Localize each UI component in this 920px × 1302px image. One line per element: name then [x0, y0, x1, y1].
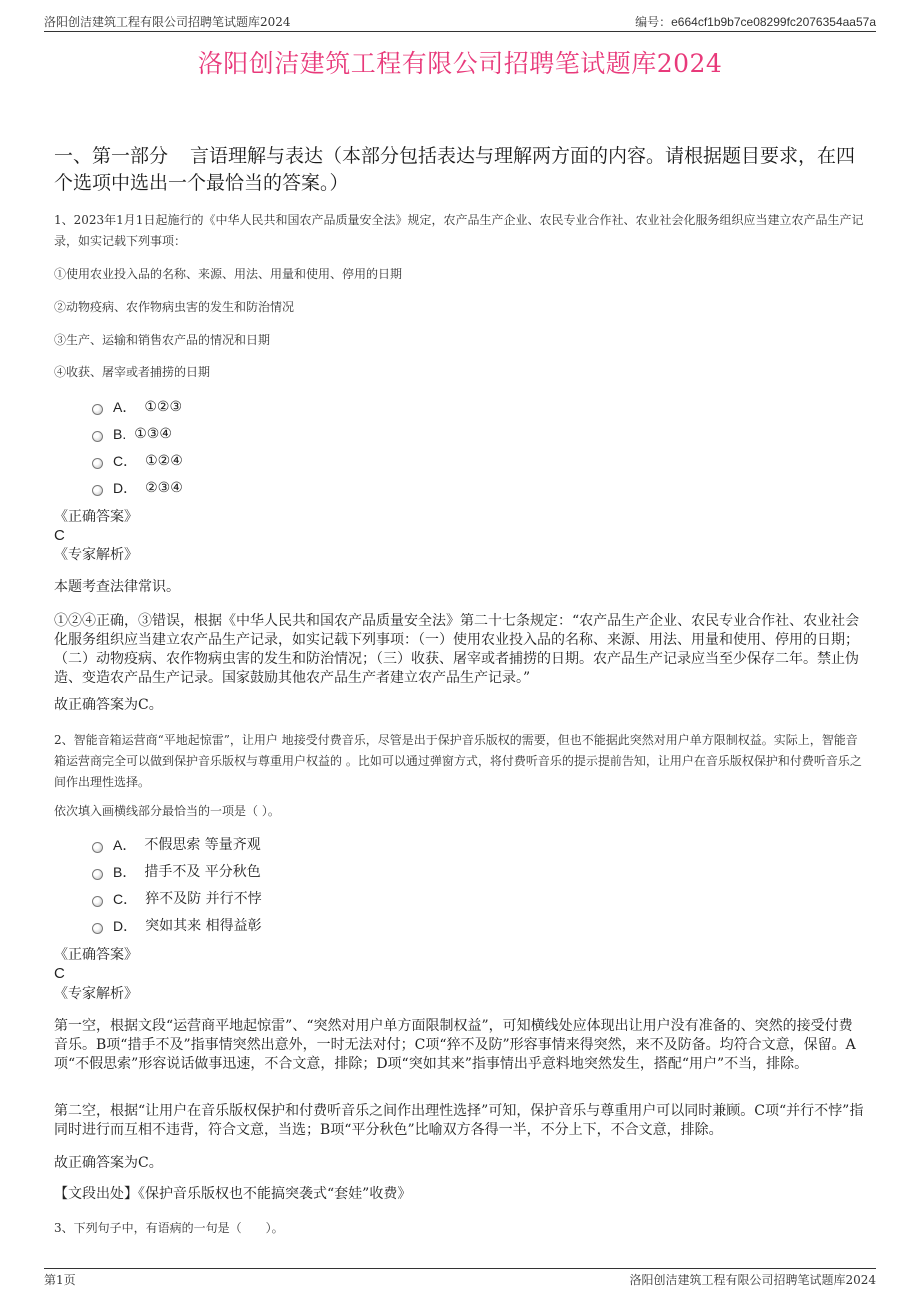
q2-option-d[interactable]	[92, 917, 262, 935]
header-id-value: e664cf1b9b7ce08299fc2076354aa57a	[671, 15, 876, 29]
q2-answer: C	[54, 965, 65, 982]
q2-analysis-label: 《专家解析》	[54, 986, 138, 1002]
option-letter: D．	[113, 918, 138, 934]
radio-icon[interactable]	[92, 485, 103, 496]
q1-analysis-3: 故正确答案为C。	[54, 697, 163, 713]
q2-analysis-3: 故正确答案为C。	[54, 1155, 163, 1171]
option-text: ①③④	[134, 426, 172, 442]
q1-item-1: ①使用农业投入品的名称、来源、用法、用量和使用、停用的日期	[54, 267, 403, 281]
section-heading	[54, 143, 866, 197]
q2-analysis-1: 第一空，根据文段“运营商平地起惊雷”、“突然对用户单方面限制权益”，可知横线处应体现出让用户没有准备的、突然的接受付费音乐。B项“措手不及”指事情突然出意外，一时无法对付；C项“猝不及防”形容事情来得突然，来不及防备。均符合文意，保留。A项“不假思索”形容说话做事迅速，不合文意，排除；D项“突如其来”指事情出乎意料地突然发生，搭配“用户”不当，排除。	[54, 1018, 856, 1072]
page-header	[44, 13, 876, 30]
header-title: 洛阳创洁建筑工程有限公司招聘笔试题库2024	[44, 15, 291, 29]
radio-icon[interactable]	[92, 869, 103, 880]
option-letter: A．	[113, 837, 137, 853]
page-footer	[44, 1271, 876, 1288]
q1-option-c[interactable]	[92, 452, 183, 470]
q1-analysis-label: 《专家解析》	[54, 547, 138, 563]
option-text: ①②④	[145, 453, 183, 469]
header-divider	[44, 31, 876, 32]
option-text: 不假思索 等量齐观	[144, 837, 261, 853]
option-text: 措手不及 平分秋色	[144, 864, 261, 880]
q3-stem: 3、下列句子中，有语病的一句是（ ）。	[54, 1221, 284, 1235]
q2-analysis-2: 第二空，根据“让用户在音乐版权保护和付费听音乐之间作出理性选择”可知，保护音乐与尊重用户可以同时兼顾。C项“并行不悖”指同时进行而互相不违背，符合文意，当选；B项“平分秋色”比喻双方各得一半，不分上下，不合文意，排除。	[54, 1103, 864, 1138]
q1-item-4: ④收获、屠宰或者捕捞的日期	[54, 365, 211, 379]
q2-option-a[interactable]	[92, 836, 261, 854]
q1-analysis-2: ①②④正确，③错误，根据《中华人民共和国农产品质量安全法》第二十七条规定：“农产品生产企业、农民专业合作社、农业社会化服务组织应当建立农产品生产记录，如实记载下列事项：（一）使用农业投入品的名称、来源、用法、用量和使用、停用的日期；（二）动物疫病、农作物病虫害的发生和防治情况；（三）收获、屠宰或者捕捞的日期。农产品生产记录应当至少保存二年。禁止伪造、变造农产品生产记录。国家鼓励其他农产品生产者建立农产品生产记录。”	[54, 613, 860, 686]
option-letter: C．	[113, 891, 138, 907]
option-text: 突如其来 相得益彰	[145, 918, 262, 934]
q1-stem: 1、2023年1月1日起施行的《中华人民共和国农产品质量安全法》规定，农产品生产企业、农民专业合作社、农业社会化服务组织应当建立农产品生产记录，如实记载下列事项：	[54, 213, 864, 248]
q1-answer: C	[54, 527, 65, 544]
q2-answer-label: 《正确答案》	[54, 947, 138, 963]
radio-icon[interactable]	[92, 458, 103, 469]
q2-stem: 2、智能音箱运营商“平地起惊雷”，让用户 地接受付费音乐，尽管是出于保护音乐版权的需要，但也不能据此突然对用户单方限制权益。实际上，智能音箱运营商完全可以做到保护音乐版权与尊重用户权益的 。比如可以通过弹窗方式，将付费听音乐的提示提前告知，让用户在音乐版权保护和付费听音乐之间作出理性选择。	[54, 733, 862, 789]
option-text: ①②③	[144, 399, 182, 415]
page-number: 第1页	[44, 1273, 76, 1287]
q1-option-a[interactable]	[92, 398, 182, 416]
q2-option-c[interactable]	[92, 890, 262, 908]
radio-icon[interactable]	[92, 896, 103, 907]
footer-title: 洛阳创洁建筑工程有限公司招聘笔试题库2024	[629, 1273, 876, 1287]
option-letter: B.	[113, 426, 127, 442]
q1-item-2: ②动物疫病、农作物病虫害的发生和防治情况	[54, 300, 295, 314]
q2-prompt: 依次填入画横线部分最恰当的一项是（ ）。	[54, 804, 280, 818]
q1-answer-label: 《正确答案》	[54, 509, 138, 525]
option-letter: B．	[113, 864, 137, 880]
option-text: 猝不及防 并行不悖	[145, 891, 262, 907]
radio-icon[interactable]	[92, 923, 103, 934]
section-instructions: 言语理解与表达（本部分包括表达与理解两方面的内容。请根据题目要求，在四个选项中选出一个最恰当的答案。）	[54, 145, 856, 194]
radio-icon[interactable]	[92, 404, 103, 415]
option-letter: D．	[113, 480, 138, 496]
option-text: ②③④	[145, 480, 183, 496]
page-title: 洛阳创洁建筑工程有限公司招聘笔试题库2024	[197, 49, 723, 78]
section-number: 一、第一部分	[54, 145, 169, 167]
radio-icon[interactable]	[92, 431, 103, 442]
q1-analysis-1: 本题考查法律常识。	[54, 579, 180, 595]
q1-item-3: ③生产、运输和销售农产品的情况和日期	[54, 333, 271, 347]
q1-option-b[interactable]	[92, 425, 172, 443]
q2-option-b[interactable]	[92, 863, 261, 881]
header-id-label: 编号：	[635, 15, 672, 29]
radio-icon[interactable]	[92, 842, 103, 853]
q2-source: 【文段出处】《保护音乐版权也不能搞突袭式“套娃”收费》	[54, 1186, 412, 1202]
q1-option-d[interactable]	[92, 479, 183, 497]
option-letter: A．	[113, 399, 137, 415]
footer-divider	[44, 1268, 876, 1269]
option-letter: C．	[113, 453, 138, 469]
header-id	[635, 13, 876, 30]
